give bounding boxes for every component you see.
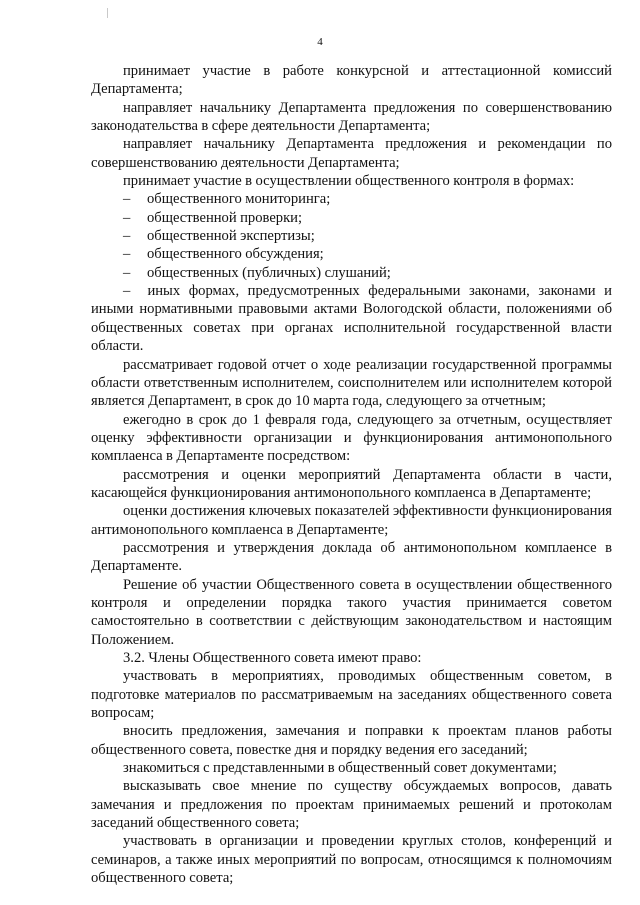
dash-list-item: – общественной проверки; (91, 209, 612, 227)
paragraph: оценки достижения ключевых показателей эффективности функционирования антимонопольного комплаенса в Департаменте; (91, 503, 612, 538)
paragraph: ежегодно в срок до 1 февраля года, следующего за отчетным, осуществляет оценку эффективности организации и функционирования антимонопольного комплаенса в Департаменте посредством: (91, 411, 612, 465)
paragraph: Решение об участии Общественного совета в осуществлении общественного контроля и определении порядка такого участия принимается советом самостоятельно в соответствии с действующим законодательством и настоящим Положением. (91, 576, 612, 648)
dash-item-text: иных формах, предусмотренных федеральными законами, законами и иными нормативными правовыми актами Вологодской области, положениями об общественных советах при органах исполнительной государственной власти области. (91, 283, 612, 355)
paragraph: направляет начальнику Департамента предложения по совершенствованию законодательства в сфере деятельности Департамента; (91, 99, 612, 135)
dash-list-item: – общественного мониторинга; (91, 190, 612, 208)
section-heading: 3.2. Члены Общественного совета имеют право: (123, 650, 422, 666)
paragraph: знакомиться с представленными в общественный совет документами; (123, 760, 557, 777)
paragraph: направляет начальнику Департамента предложения и рекомендации по совершенствованию деятельности Департамента; (91, 136, 612, 171)
paragraph: рассмотрения и оценки мероприятий Департамента области в части, касающейся функционирования антимонопольного комплаенса в Департаменте; (91, 466, 612, 501)
dash-list-item: – общественных (публичных) слушаний; (91, 264, 612, 282)
paragraph: участвовать в мероприятиях, проводимых общественным советом, в подготовке материалов по рассматриваемым на заседаниях общественного совета вопросам; (91, 668, 612, 722)
paragraph: рассмотрения и утверждения доклада об антимонопольном комплаенсе в Департаменте. (91, 539, 612, 575)
paragraph: принимает участие в работе конкурсной и аттестационной комиссий Департамента; (91, 63, 612, 98)
paragraph: вносить предложения, замечания и поправки к проектам планов работы общественного совета, повестке дня и порядку ведения его заседаний; (91, 723, 612, 758)
page-number: 4 (317, 36, 323, 48)
dash-list-item: – общественной экспертизы; (91, 227, 612, 245)
paragraph: рассматривает годовой отчет о ходе реализации государственной программы области ответственным исполнителем, соисполнителем или исполнителем которой является Департамент, в срок до 10 марта года, следующего за отчетным; (91, 356, 612, 410)
scan-mark (107, 8, 108, 18)
paragraph: участвовать в организации и проведении круглых столов, конференций и семинаров, а также иных мероприятий по вопросам, относящимся к полномочиям общественного совета; (91, 833, 612, 887)
dash-glyph: – (123, 283, 148, 300)
paragraph: высказывать свое мнение по существу обсуждаемых вопросов, давать замечания и предложения по проектам принимаемых решений и протоколам заседаний общественного совета; (91, 778, 612, 832)
dash-list-item-wrapped (91, 282, 612, 355)
paragraph: принимает участие в осуществлении общественного контроля в формах: (123, 173, 575, 190)
document-body (91, 62, 612, 887)
dash-list-item: – общественного обсуждения; (91, 245, 612, 263)
